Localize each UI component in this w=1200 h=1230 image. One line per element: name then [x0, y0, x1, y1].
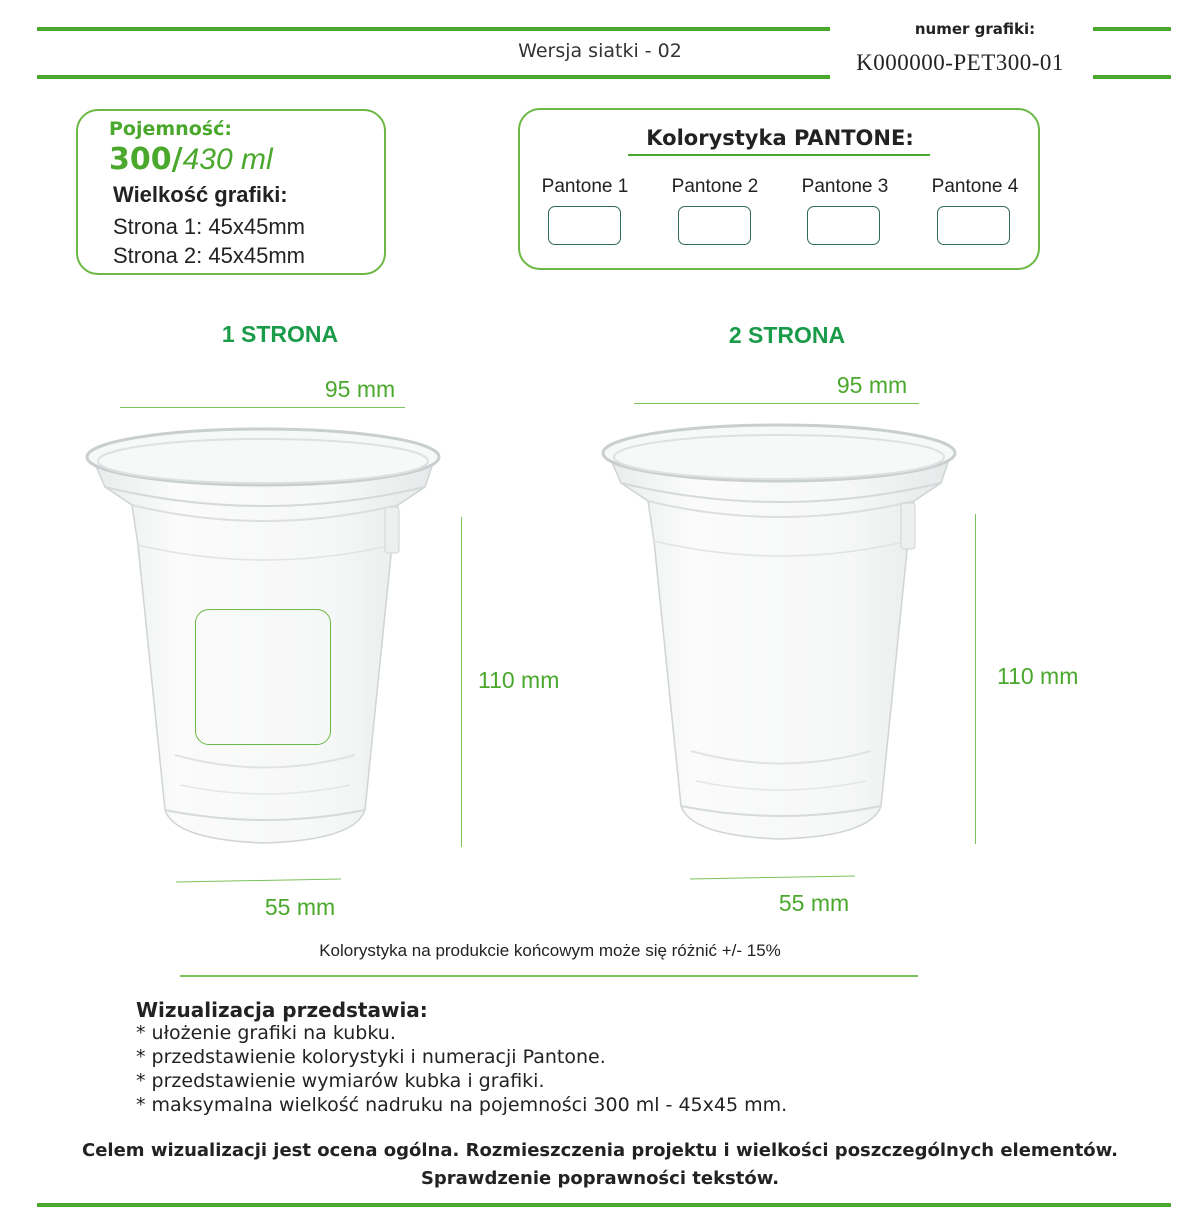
side2-top-width-line [634, 403, 919, 404]
header-rule-right-top [1093, 27, 1171, 31]
header-rule-left-top [37, 27, 830, 31]
side1-title: 1 STRONA [221, 321, 339, 347]
visualization-item-4: * maksymalna wielkość nadruku na pojemności 300 ml - 45x45 mm. [136, 1094, 788, 1116]
cup-side2-image [596, 421, 966, 861]
grid-version: Wersja siatki - 02 [518, 40, 682, 62]
footer-rule [37, 1203, 1171, 1207]
color-tolerance-note: Kolorystyka na produkcie końcowym może się różnić +/- 15% [319, 941, 781, 960]
side1-bottom-width-line [176, 879, 341, 883]
pantone-label-4: Pantone 4 [931, 176, 1019, 197]
side1-top-width: 95 mm [324, 376, 396, 402]
visualization-title: Wizualizacja przedstawia: [136, 998, 428, 1022]
side1-top-width-line [120, 407, 405, 408]
side1-height-line [461, 517, 462, 847]
header-rule-right-bottom [1093, 75, 1171, 79]
footer-line-2: Sprawdzenie poprawności tekstów. [420, 1168, 780, 1189]
pantone-swatch-2[interactable] [678, 206, 751, 245]
pantone-label-2: Pantone 2 [671, 176, 759, 197]
side1-height: 110 mm [478, 667, 560, 693]
side2-height-line [975, 514, 976, 844]
side2-title: 2 STRONA [728, 322, 846, 348]
graphic-size-side2: Strona 2: 45x45mm [113, 243, 305, 268]
pantone-swatch-4[interactable] [937, 206, 1010, 245]
side2-height: 110 mm [997, 663, 1079, 689]
side1-bottom-width: 55 mm [264, 894, 336, 920]
visualization-item-1: * ułożenie grafiki na kubku. [136, 1022, 396, 1044]
capacity-value-main: 300/ [109, 142, 183, 177]
capacity-value-alt: 430 ml [182, 143, 273, 176]
graphic-number-label: numer grafiki: [914, 20, 1036, 38]
pantone-label-3: Pantone 3 [801, 176, 889, 197]
side2-top-width: 95 mm [836, 372, 908, 398]
capacity-value [109, 142, 273, 177]
pantone-swatch-3[interactable] [807, 206, 880, 245]
visualization-item-3: * przedstawienie wymiarów kubka i grafiki. [136, 1070, 545, 1092]
pantone-title: Kolorystyka PANTONE: [646, 126, 914, 150]
graphic-number: K000000-PET300-01 [856, 50, 1064, 75]
footer-line-1: Celem wizualizacji jest ocena ogólna. Rozmieszczenia projektu i wielkości poszczególnych elementów. [82, 1140, 1118, 1161]
header-rule-left-bottom [37, 75, 830, 79]
side2-bottom-width-line [690, 876, 855, 880]
graphic-size-label: Wielkość grafiki: [113, 182, 288, 207]
pantone-swatch-1[interactable] [548, 206, 621, 245]
pantone-title-underline [628, 154, 930, 156]
pantone-label-1: Pantone 1 [541, 176, 629, 197]
note-underline [180, 975, 918, 977]
capacity-label: Pojemność: [109, 118, 232, 140]
visualization-item-2: * przedstawienie kolorystyki i numeracji Pantone. [136, 1046, 606, 1068]
print-area-side1[interactable] [195, 609, 331, 745]
side2-bottom-width: 55 mm [778, 890, 850, 916]
graphic-size-side1: Strona 1: 45x45mm [113, 214, 305, 239]
